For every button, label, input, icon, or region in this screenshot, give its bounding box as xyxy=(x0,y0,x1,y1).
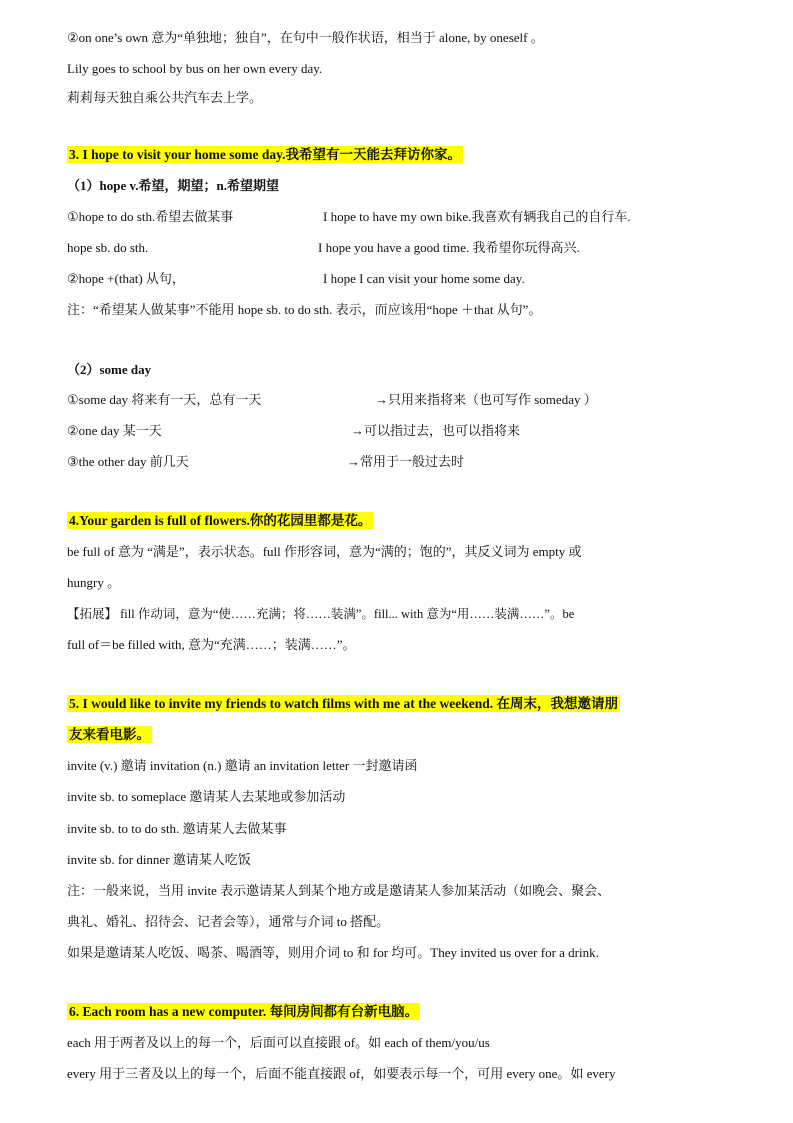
text-line: invite sb. for dinner 邀请某人吃饭 xyxy=(67,852,251,867)
text-line: ①hope to do sth.希望去做某事 xyxy=(67,209,234,224)
highlighted-heading: 3. I hope to visit your home some day.我希望有一天能去拜访你家。 xyxy=(69,147,462,162)
text-row xyxy=(67,238,737,258)
text-line: hope sb. do sth. xyxy=(67,240,149,255)
text-line: full of＝be filled with, 意为“充满……；装满……”。 xyxy=(67,637,356,652)
text-line: every 用于三者及以上的每一个，后面不能直接跟 of，如要表示每一个，可用 every one。如 every xyxy=(67,1066,616,1081)
subheading: （1）hope v.希望，期望；n.希望期望 xyxy=(67,178,279,193)
text-line: invite sb. to someplace 邀请某人去某地或参加活动 xyxy=(67,789,346,804)
text-row xyxy=(67,269,737,289)
text-line: →常用于一般过去时 xyxy=(347,454,465,469)
text-line: invite sb. to to do sth. 邀请某人去做某事 xyxy=(67,821,287,836)
text-line: →可以指过去，也可以指将来 xyxy=(351,423,521,438)
text-line: 莉莉每天独自乘公共汽车去上学。 xyxy=(67,91,263,106)
text-line: 典礼、婚礼、招待会、记者会等），通常与介词 to 搭配。 xyxy=(67,914,390,929)
text-line: 【拓展】 fill 作动词，意为“使……充满；将……装满”。fill... with 意为“用……装满……”。be xyxy=(67,607,575,621)
highlighted-heading: 友来看电影。 xyxy=(69,727,150,742)
text-row xyxy=(67,390,737,410)
text-line: →只用来指将来（也可写作 someday ） xyxy=(375,392,597,407)
text-row xyxy=(67,421,737,441)
text-line: ①some day 将来有一天，总有一天 xyxy=(67,392,262,407)
text-line: ③the other day 前几天 xyxy=(67,454,189,469)
text-row xyxy=(67,452,737,472)
note-line: 注：一般来说，当用 invite 表示邀请某人到某个地方或是邀请某人参加某活动（如晚会、聚会、 xyxy=(67,883,611,898)
text-line: I hope I can visit your home some day. xyxy=(323,271,525,286)
highlighted-heading: 6. Each room has a new computer. 每间房间都有台新电脑。 xyxy=(69,1004,419,1019)
section-heading-6 xyxy=(67,1002,420,1022)
section-heading-5 xyxy=(67,694,620,714)
section-heading-4 xyxy=(67,511,373,531)
text-line: each 用于两者及以上的每一个，后面可以直接跟 of。如 each of them/you/us xyxy=(67,1035,490,1050)
highlighted-heading: 4.Your garden is full of flowers.你的花园里都是花。 xyxy=(69,513,372,528)
text-line: invite (v.) 邀请 invitation (n.) 邀请 an invitation letter 一封邀请函 xyxy=(67,758,418,773)
text-row xyxy=(67,207,737,227)
text-line: hungry 。 xyxy=(67,575,121,590)
text-line: be full of 意为 “满是”，表示状态。full 作形容词，意为“满的；饱的”，其反义词为 empty 或 xyxy=(67,544,582,559)
text-line: ②hope +(that) 从句， xyxy=(67,271,185,286)
text-line: Lily goes to school by bus on her own every day. xyxy=(67,61,323,76)
subheading: （2）some day xyxy=(67,362,152,377)
section-heading-3 xyxy=(67,145,463,165)
text-line: ②on one’s own 意为“单独地；独自”，在句中一般作状语，相当于 alone, by oneself 。 xyxy=(67,30,544,45)
text-line: 如果是邀请某人吃饭、喝茶、喝酒等，则用介词 to 和 for 均可。They invited us over for a drink. xyxy=(67,945,599,960)
note-line: 注：“希望某人做某事”不能用 hope sb. to do sth. 表示，而应该用“hope ＋that 从句”。 xyxy=(67,302,542,317)
text-line: ②one day 某一天 xyxy=(67,423,162,438)
highlighted-heading: 5. I would like to invite my friends to watch films with me at the weekend. 在周末，我想邀请朋 xyxy=(69,696,618,711)
text-line: I hope to have my own bike.我喜欢有辆我自己的自行车. xyxy=(323,209,631,224)
section-heading-5-cont xyxy=(67,725,152,745)
text-line: I hope you have a good time. 我希望你玩得高兴. xyxy=(318,240,580,255)
